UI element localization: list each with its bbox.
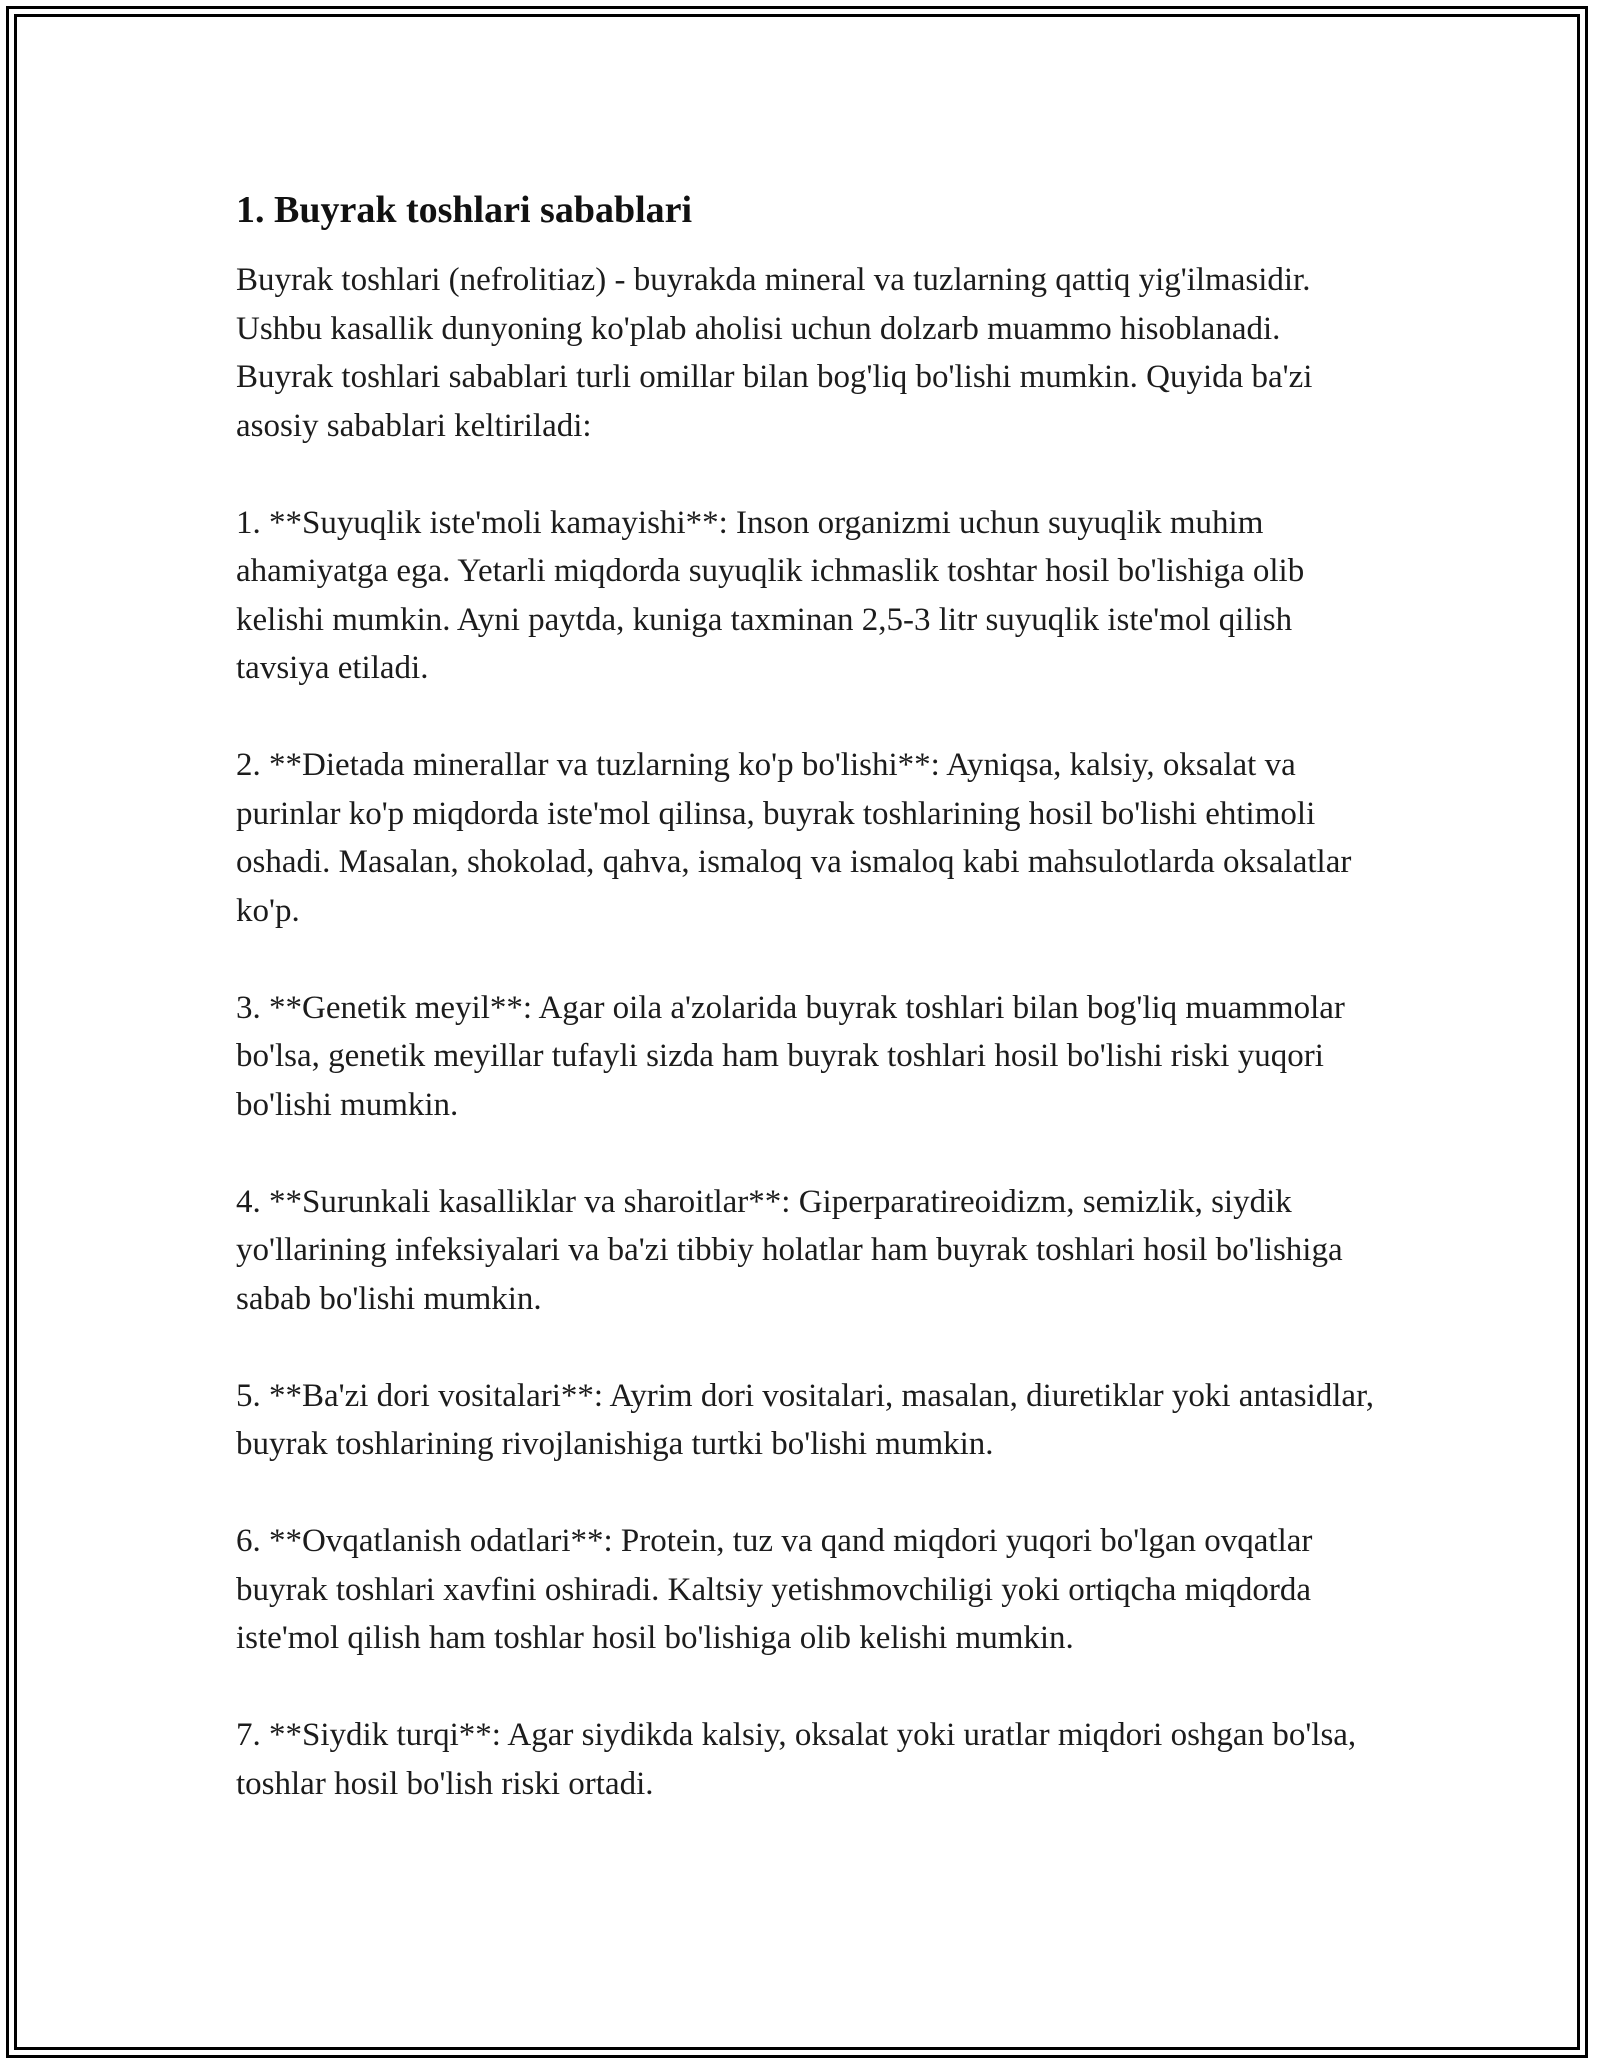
document-body <box>236 186 1376 1808</box>
cause-item-3: 3. **Genetik meyil**: Agar oila a'zolarida buyrak toshlari bilan bog'liq muammolar bo'lsa, genetik meyillar tufayli sizda ham buyrak toshlari hosil bo'lishi riski yuqori bo'lishi mumkin. <box>236 989 1345 1123</box>
cause-item-2: 2. **Dietada minerallar va tuzlarning ko'p bo'lishi**: Ayniqsa, kalsiy, oksalat va purinlar ko'p miqdorda iste'mol qilinsa, buyrak toshlarining hosil bo'lishi ehtimoli oshadi. Masalan, shokolad, qahva, ismaloq va ismaloq kabi mahsulotlarda oksalatlar ko'p. <box>236 747 1352 929</box>
cause-item-4: 4. **Surunkali kasalliklar va sharoitlar**: Giperparatireoidizm, semizlik, siydik yo'llarining infeksiyalari va ba'zi tibbiy holatlar ham buyrak toshlari hosil bo'lishiga sabab bo'lishi mumkin. <box>236 1183 1343 1317</box>
cause-item-7: 7. **Siydik turqi**: Agar siydikda kalsiy, oksalat yoki uratlar miqdori oshgan bo'lsa, toshlar hosil bo'lish riski ortadi. <box>236 1717 1357 1802</box>
cause-item-6: 6. **Ovqatlanish odatlari**: Protein, tuz va qand miqdori yuqori bo'lgan ovqatlar buyrak toshlari xavfini oshiradi. Kaltsiy yetishmovchiligi yoki ortiqcha miqdorda iste'mol qilish ham toshlar hosil bo'lishiga olib kelishi mumkin. <box>236 1523 1313 1656</box>
cause-item-1: 1. **Suyuqlik iste'moli kamayishi**: Inson organizmi uchun suyuqlik muhim ahamiyatga ega. Yetarli miqdorda suyuqlik ichmaslik toshtar hosil bo'lishiga olib kelishi mumkin. Ayni paytda, kuniga taxminan 2,5-3 litr suyuqlik iste'mol qilish tavsiya etiladi. <box>236 504 1305 686</box>
document-title: 1. Buyrak toshlari sabablari <box>236 189 693 231</box>
intro-paragraph: Buyrak toshlari (nefrolitiaz) - buyrakda mineral va tuzlarning qattiq yig'ilmasidir. Ushbu kasallik dunyoning ko'plab aholisi uchun dolzarb muammo hisoblanadi. Buyrak toshlari sabablari turli omillar bilan bog'liq bo'lishi mumkin. Quyida ba'zi asosiy sabablari keltiriladi: <box>236 262 1313 444</box>
cause-item-5: 5. **Ba'zi dori vositalari**: Ayrim dori vositalari, masalan, diuretiklar yoki antasidlar, buyrak toshlarining rivojlanishiga turtki bo'lishi mumkin. <box>236 1377 1375 1462</box>
